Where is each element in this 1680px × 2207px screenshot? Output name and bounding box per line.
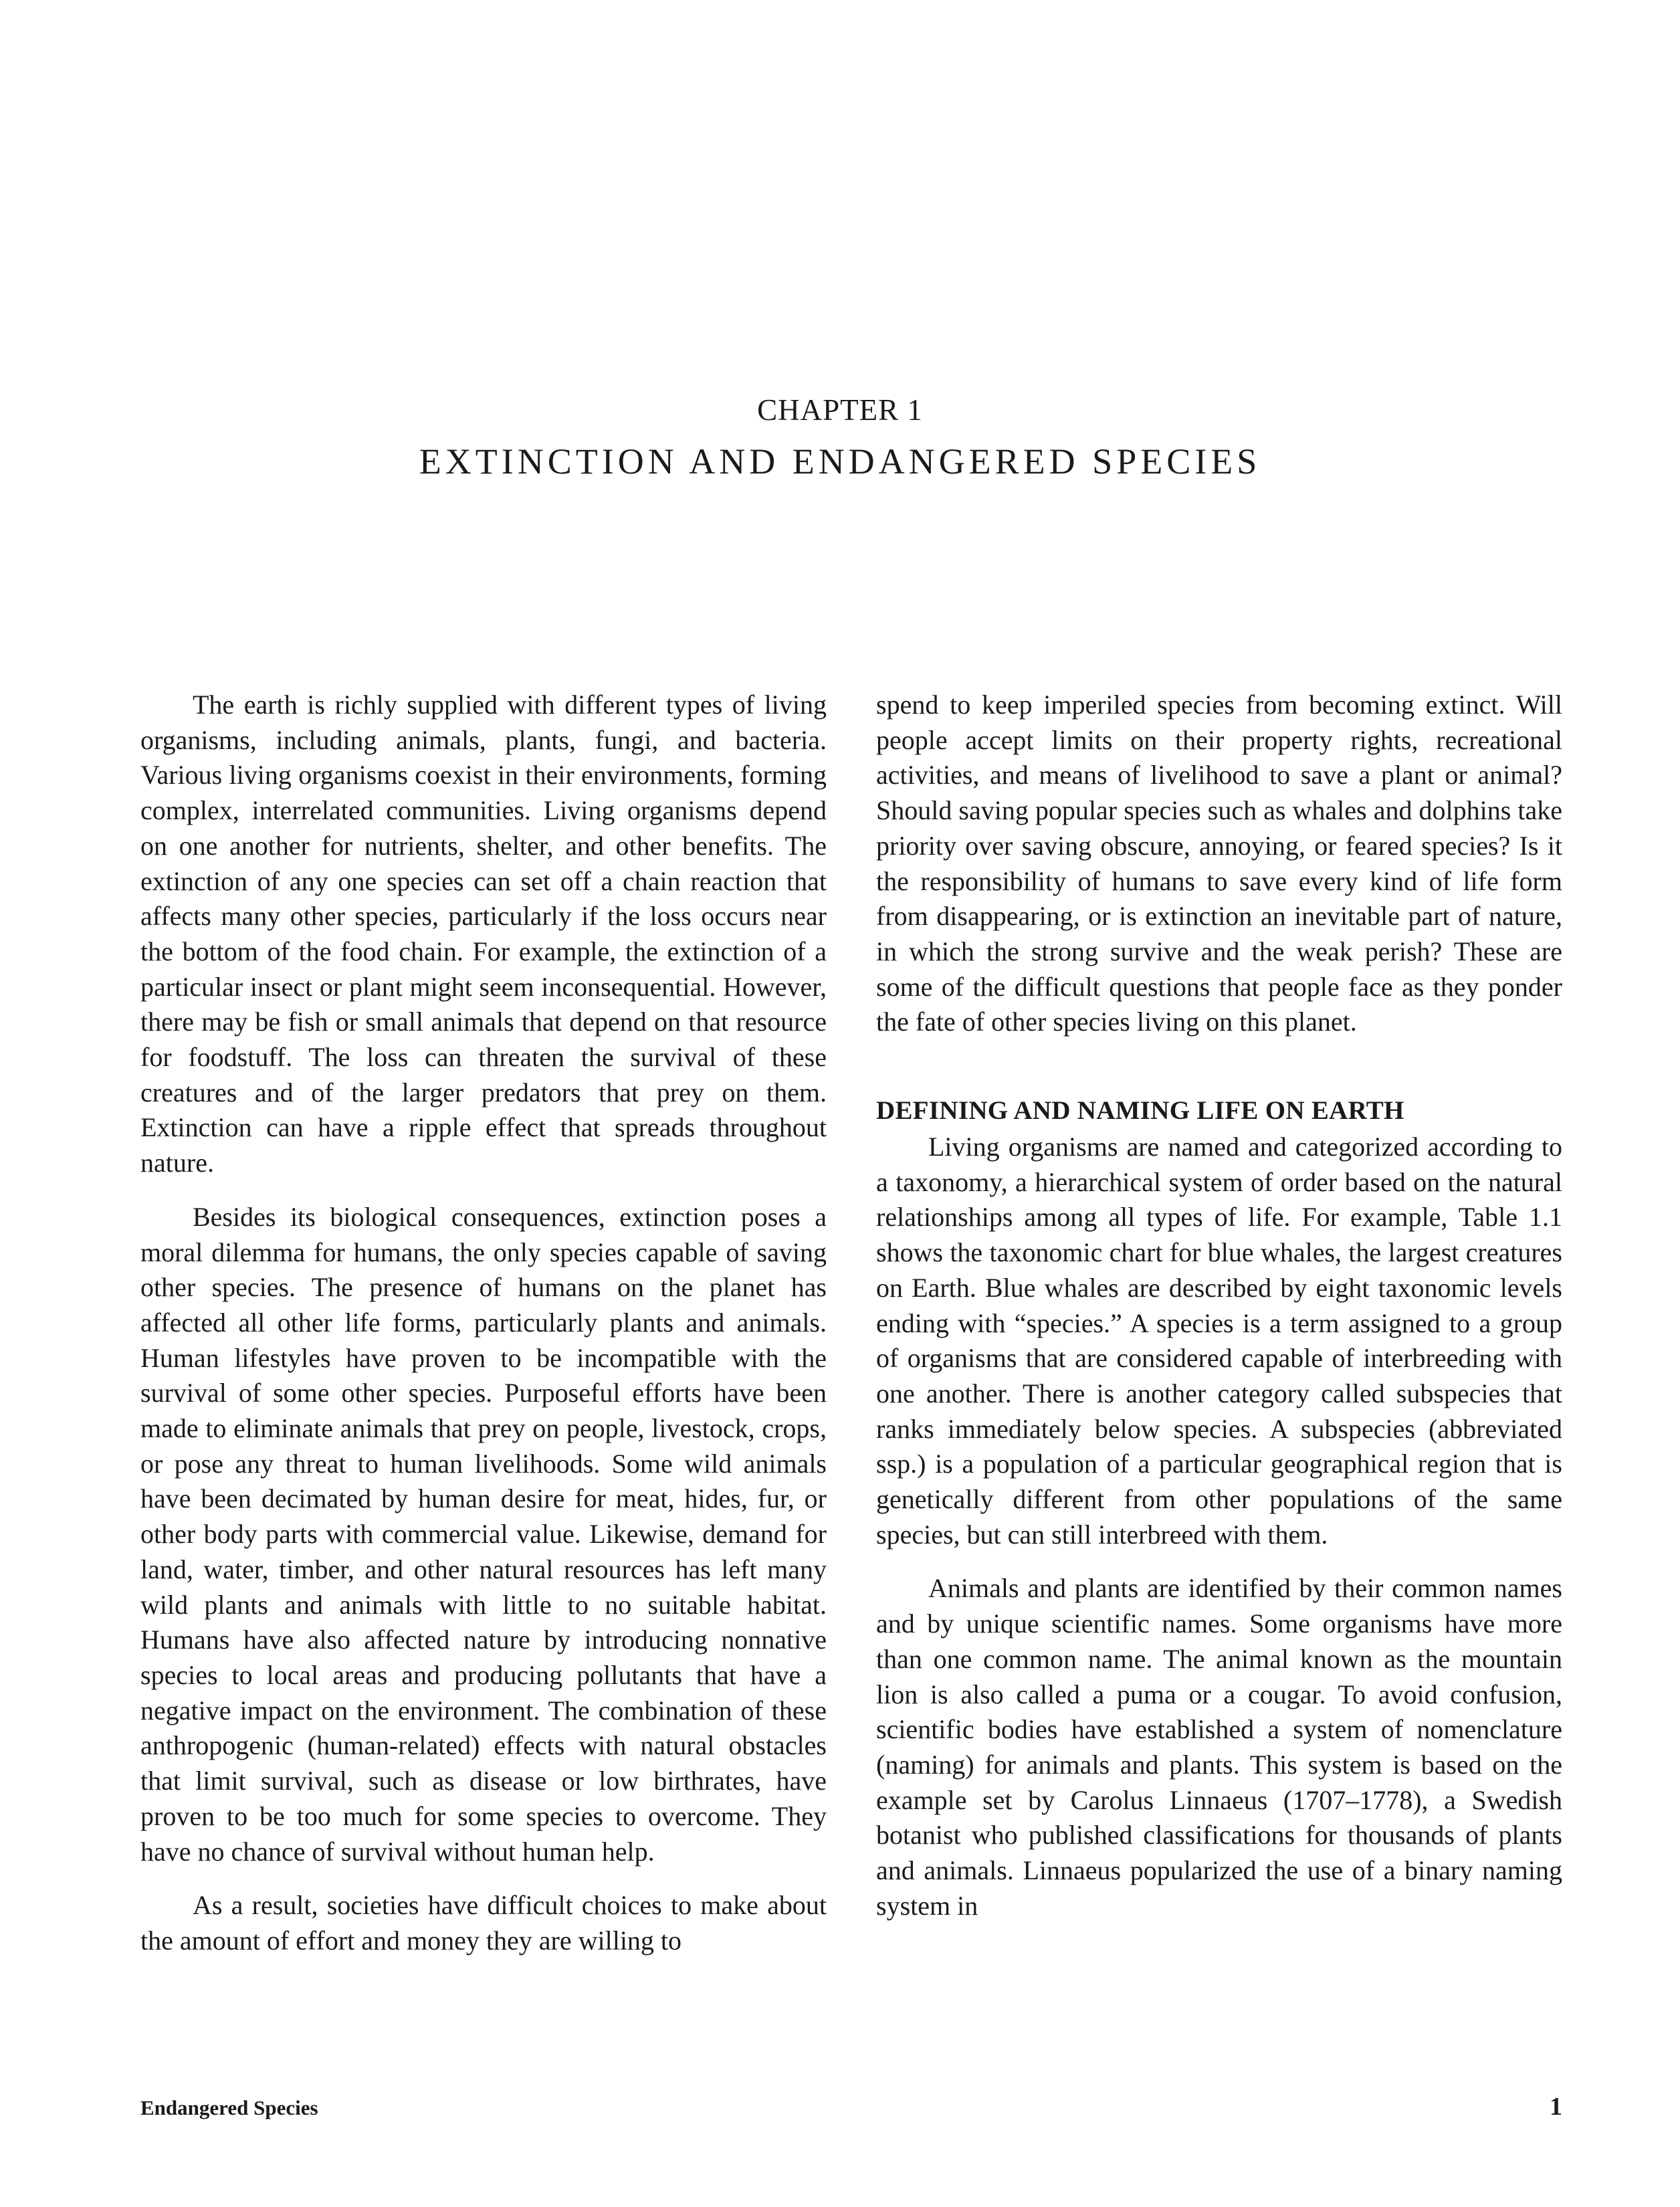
- body-paragraph: The earth is richly supplied with different types of living organisms, including animals, plants, fungi, and bacteria. Various living organisms coexist in their environments, forming complex, interrelated communities. Living organisms depend on one another for nutrients, shelter, and other benefits. The extinction of any one species can set off a chain reaction that affects many other species, particularly if the loss occurs near the bottom of the food chain. For example, the extinction of a particular insect or plant might seem inconsequential. However, there may be fish or small animals that depend on that resource for foodstuff. The loss can threaten the survival of these creatures and of the larger predators that prey on them. Extinction can have a ripple effect that spreads throughout nature.: [140, 690, 827, 1178]
- chapter-title: EXTINCTION AND ENDANGERED SPECIES: [419, 441, 1261, 482]
- body-paragraph: Animals and plants are identified by their common names and by unique scientific names. Some organisms have more than one common name. The animal known as the mountain lion is also called a puma or a cougar. To avoid confusion, scientific bodies have established a system of nomenclature (naming) for animals and plants. This system is based on the example set by Carolus Linnaeus (1707–1778), a Swedish botanist who published classifications for thousands of plants and animals. Linnaeus popularized the use of a binary naming system in: [876, 1573, 1562, 1921]
- chapter-label: CHAPTER 1: [757, 393, 923, 427]
- section-heading: DEFINING AND NAMING LIFE ON EARTH: [876, 1096, 1404, 1126]
- body-paragraph: As a result, societies have difficult choices to make about the amount of effort and money they are willing to: [140, 1890, 827, 1956]
- right-column: [876, 688, 1562, 1924]
- body-paragraph: Besides its biological consequences, extinction poses a moral dilemma for humans, the only species capable of saving other species. The presence of humans on the planet has affected all other life forms, particularly plants and animals. Human lifestyles have proven to be incompatible with the survival of some other species. Purposeful efforts have been made to eliminate animals that prey on people, livestock, crops, or pose any threat to human livelihoods. Some wild animals have been decimated by human desire for meat, hides, fur, or other body parts with commercial value. Likewise, demand for land, water, timber, and other natural resources has left many wild plants and animals with little to no suitable habitat. Humans have also affected nature by introducing nonnative species to local areas and producing pollutants that have a negative impact on the environment. The combination of these anthropogenic (human-related) effects with natural obstacles that limit survival, such as disease or low birthrates, have proven to be too much for some species to overcome. They have no chance of survival without human help.: [140, 1201, 827, 1867]
- continued-paragraph: spend to keep imperiled species from becoming extinct. Will people accept limits on their property rights, recreational activities, and means of livelihood to save a plant or animal? Should saving popular species such as whales and dolphins take priority over saving obscure, annoying, or feared species? Is it the responsibility of humans to save every kind of life form from disappearing, or is extinction an inevitable part of nature, in which the strong survive and the weak perish? These are some of the difficult questions that people face as they ponder the fate of other species living on this planet.: [876, 690, 1562, 1037]
- left-column: [140, 688, 827, 1959]
- footer-book-title: Endangered Species: [140, 2096, 318, 2119]
- body-paragraph: Living organisms are named and categorized according to a taxonomy, a hierarchical system of order based on the natural relationships among all types of life. For example, Table 1.1 shows the taxonomic chart for blue whales, the largest creatures on Earth. Blue whales are described by eight taxonomic levels ending with “species.” A species is a term assigned to a group of organisms that are considered capable of interbreeding with one another. There is another category called subspecies that ranks immediately below species. A subspecies (abbreviated ssp.) is a population of a particular geographical region that is genetically different from other populations of the same species, but can still interbreed with them.: [876, 1132, 1562, 1550]
- page-number: 1: [1550, 2093, 1562, 2121]
